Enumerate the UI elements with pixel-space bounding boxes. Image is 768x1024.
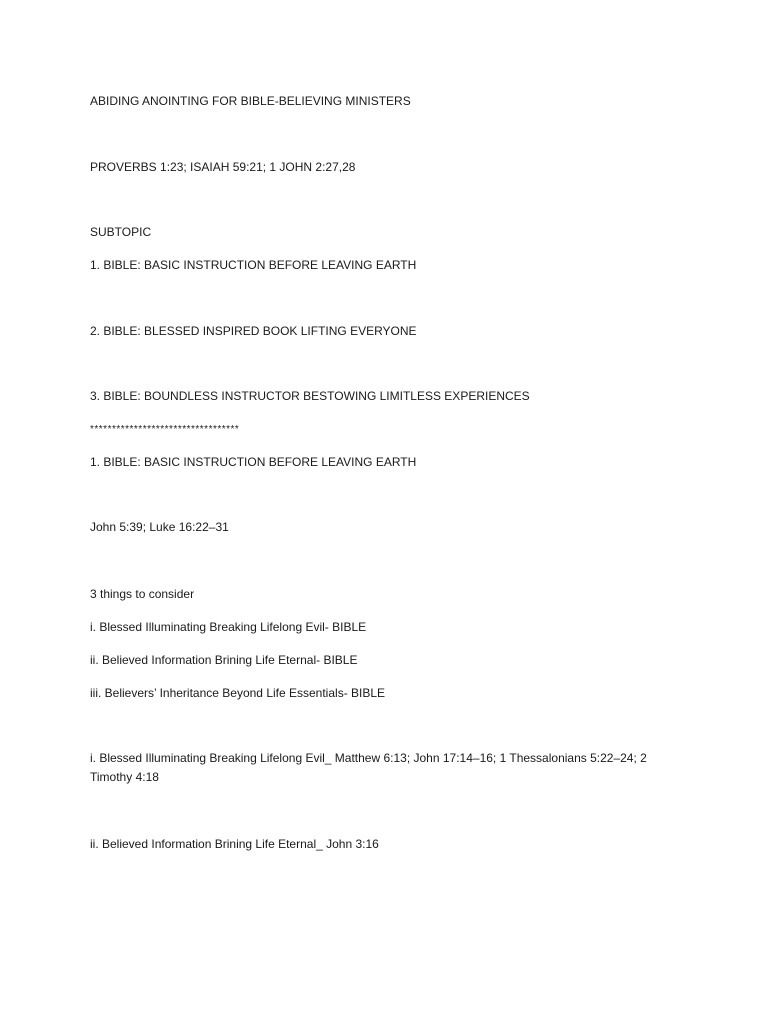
point-i-paragraph: i. Blessed Illuminating Breaking Lifelong Evil_ Matthew 6:13; John 17:14–16; 1 Thessalonians 5:22–24; 2 Timothy 4:18	[90, 751, 647, 784]
subtopic-item: 3. BIBLE: BOUNDLESS INSTRUCTOR BESTOWING LIMITLESS EXPERIENCES	[90, 389, 530, 403]
document-title: ABIDING ANOINTING FOR BIBLE-BELIEVING MINISTERS	[90, 94, 411, 108]
subtopic-heading: SUBTOPIC	[90, 225, 152, 239]
subtopic-item: 2. BIBLE: BLESSED INSPIRED BOOK LIFTING EVERYONE	[90, 324, 417, 338]
point-ii-paragraph: ii. Believed Information Brining Life Eternal_ John 3:16	[90, 837, 379, 851]
subtopic-item: 1. BIBLE: BASIC INSTRUCTION BEFORE LEAVING EARTH	[90, 258, 417, 272]
section-scriptures: John 5:39; Luke 16:22–31	[90, 520, 229, 534]
consideration-item: ii. Believed Information Brining Life Eternal- BIBLE	[90, 653, 358, 667]
consideration-item: iii. Believers’ Inheritance Beyond Life Essentials- BIBLE	[90, 686, 386, 700]
section-heading: 1. BIBLE: BASIC INSTRUCTION BEFORE LEAVING EARTH	[90, 455, 417, 469]
consideration-item: i. Blessed Illuminating Breaking Lifelong Evil- BIBLE	[90, 620, 367, 634]
key-scriptures: PROVERBS 1:23; ISAIAH 59:21; 1 JOHN 2:27,28	[90, 160, 356, 174]
considerations-heading: 3 things to consider	[90, 587, 195, 601]
separator: **********************************	[90, 424, 240, 435]
